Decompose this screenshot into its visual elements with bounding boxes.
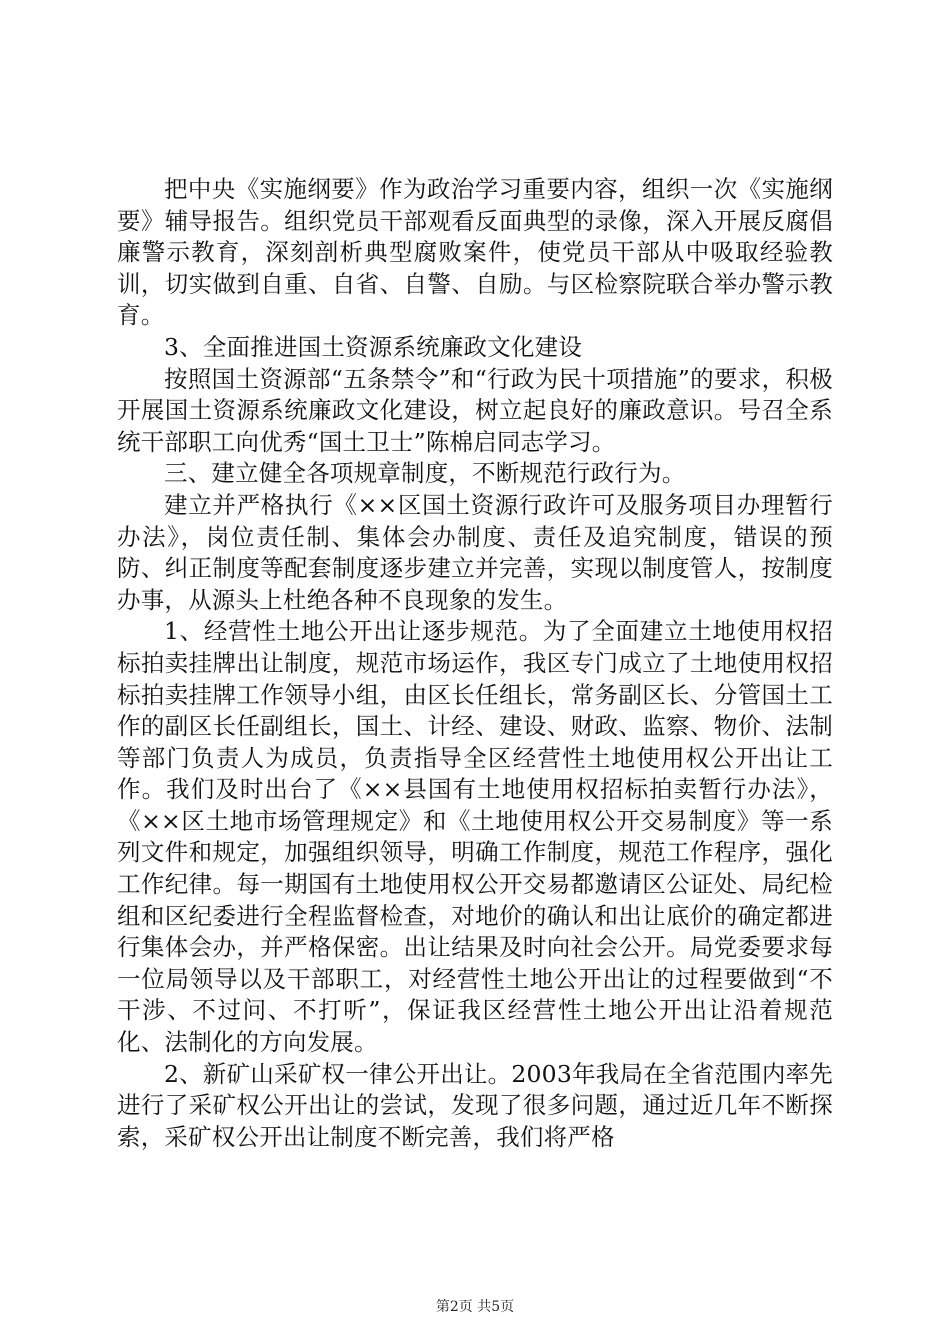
- paragraph-clean-culture: 按照国土资源部“五条禁令”和“行政为民十项措施”的要求，积极开展国土资源系统廉政文化建设，树立起良好的廉政意识。号召全系统干部职工向优秀“国土卫士”陈棉启同志学习。: [117, 364, 833, 456]
- paragraph-regulations: 建立并严格执行《××区国土资源行政许可及服务项目办理暂行办法》，岗位责任制、集体会办制度、责任及追究制度，错误的预防、纠正制度等配套制度逐步建立并完善，实现以制度管人，按制度办事，从源头上杜绝各种不良现象的发生。: [117, 490, 833, 614]
- paragraph-land-transfer: 1、经营性土地公开出让逐步规范。为了全面建立土地使用权招标拍卖挂牌出让制度，规范市场运作，我区专门成立了土地使用权招标拍卖挂牌工作领导小组，由区长任组长，常务副区长、分管国土工作的副区长任副组长，国土、计经、建设、财政、监察、物价、法制等部门负责人为成员，负责指导全区经营性土地使用权公开出让工作。我们及时出台了《××县国有土地使用权招标拍卖暂行办法》，《××区土地市场管理规定》和《土地使用权公开交易制度》等一系列文件和规定，加强组织领导，明确工作制度，规范工作程序，强化工作纪律。每一期国有土地使用权公开交易都邀请区公证处、局纪检组和区纪委进行全程监督检查，对地价的确认和出让底价的确定都进行集体会办，并严格保密。出让结果及时向社会公开。局党委要求每一位局领导以及干部职工，对经营性土地公开出让的过程要做到“不干涉、不过问、不打听”，保证我区经营性土地公开出让沿着规范化、法制化的方向发展。: [117, 617, 833, 1057]
- document-body: [117, 174, 833, 1153]
- page-footer: 第2页 共5页: [435, 1299, 515, 1315]
- heading-regulations: 三、建立健全各项规章制度，不断规范行政行为。: [164, 459, 686, 488]
- paragraph-warning-education: 把中央《实施纲要》作为政治学习重要内容，组织一次《实施纲要》辅导报告。组织党员干部观看反面典型的录像，深入开展反腐倡廉警示教育，深刻剖析典型腐败案件，使党员干部从中吸取经验教训，切实做到自重、自省、自警、自励。与区检察院联合举办警示教育。: [117, 175, 833, 330]
- heading-clean-culture: 3、全面推进国土资源系统廉政文化建设: [164, 332, 583, 361]
- paragraph-mining-rights: 2、新矿山采矿权一律公开出让。2003年我局在全省范围内率先进行了采矿权公开出让的尝试，发现了很多问题，通过近几年不断探索，采矿权公开出让制度不断完善，我们将严格: [117, 1059, 833, 1151]
